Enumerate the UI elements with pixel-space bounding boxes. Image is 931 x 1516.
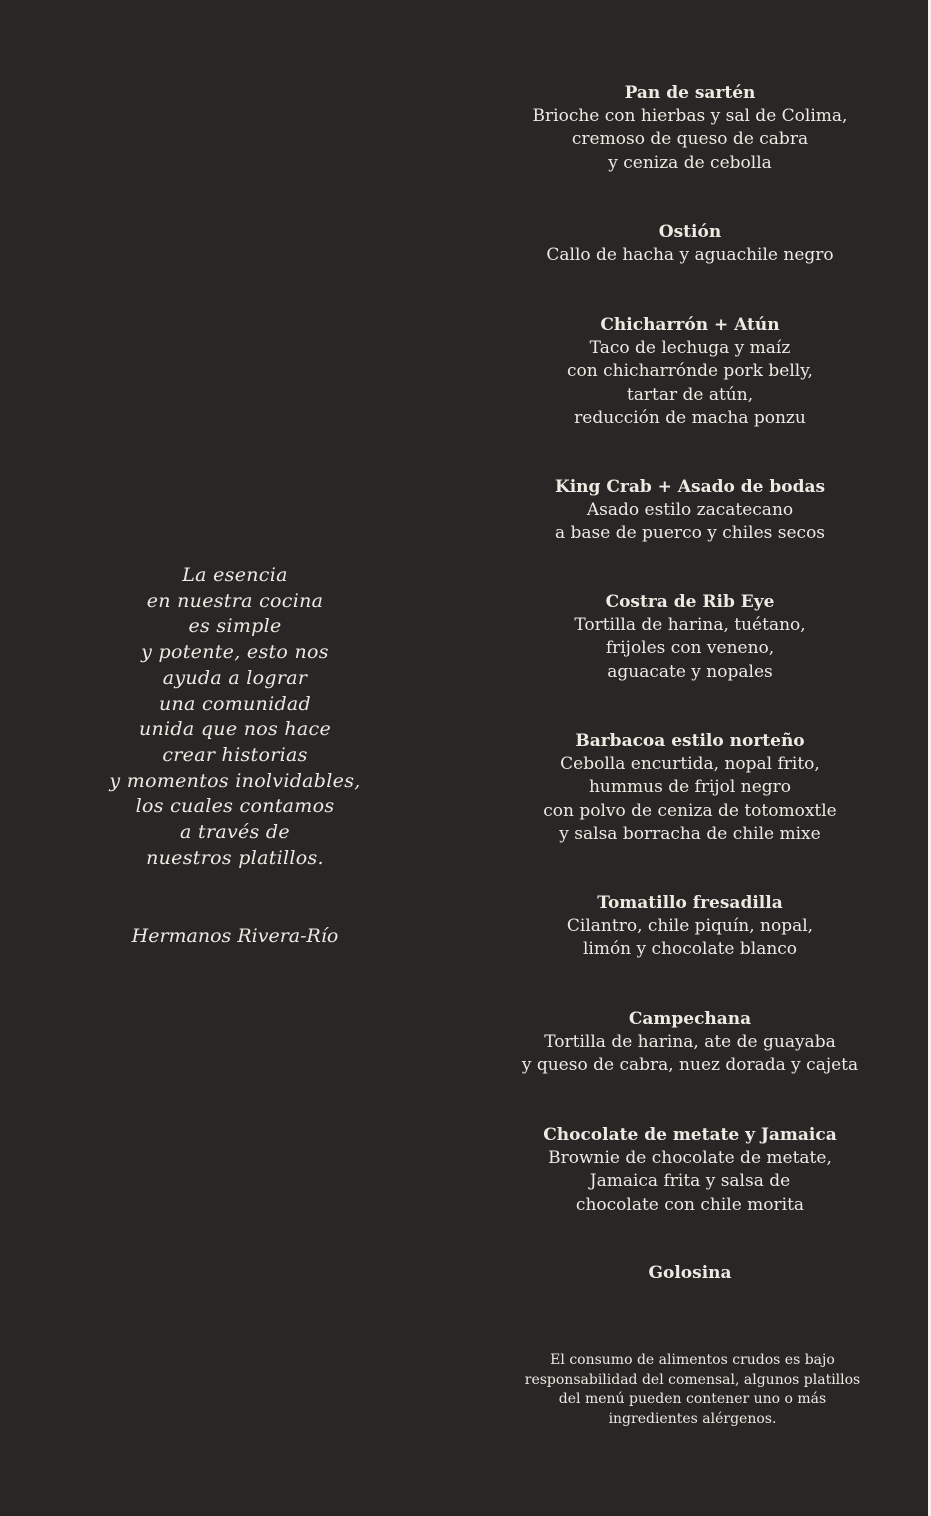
course-description: cremoso de queso de cabra [571, 129, 809, 150]
allergen-disclaimer [510, 1351, 875, 1429]
course-title: King Crab + Asado de bodas [554, 477, 826, 497]
course-barbacoa [510, 730, 870, 846]
course-description: Callo de hacha y aguachile negro [546, 245, 834, 266]
course-description: Brownie de chocolate de metate, [548, 1148, 832, 1169]
quote-line: nuestros platillos. [146, 846, 324, 869]
course-description: Asado estilo zacatecano [586, 500, 794, 521]
course-ostion [510, 221, 870, 267]
course-description: con polvo de ceniza de totomoxtle [543, 800, 837, 821]
disclaimer-line: ingredientes alérgenos. [608, 1410, 777, 1427]
course-title: Tomatillo fresadilla [597, 893, 783, 913]
course-pan-de-sarten [510, 82, 870, 175]
course-description: Tortilla de harina, ate de guayaba [544, 1032, 836, 1053]
quote-signature: Hermanos Rivera-Río [131, 925, 339, 947]
course-title: Golosina [648, 1263, 732, 1283]
course-description: y ceniza de cebolla [608, 152, 772, 173]
philosophy-quote [95, 563, 375, 871]
tasting-menu [510, 0, 870, 1516]
quote-line: unida que nos hace [138, 718, 332, 741]
course-description: Brioche con hierbas y sal de Colima, [532, 106, 848, 127]
course-description: a base de puerco y chiles secos [554, 523, 826, 544]
course-title: Ostión [658, 222, 722, 242]
course-description: hummus de frijol negro [588, 777, 792, 798]
quote-line: y momentos inolvidables, [109, 769, 361, 792]
course-description: tartar de atún, [626, 384, 754, 405]
course-description: Jamaica frita y salsa de [589, 1171, 791, 1192]
course-title: Costra de Rib Eye [605, 592, 775, 612]
quote-line: en nuestra cocina [146, 589, 324, 612]
course-description: frijoles con veneno, [605, 638, 775, 659]
quote-line: crear historias [162, 743, 308, 766]
course-king-crab-asado [510, 476, 870, 546]
course-golosina [510, 1262, 870, 1285]
course-description: Taco de lechuga y maíz [589, 338, 791, 359]
course-tomatillo-fresadilla [510, 892, 870, 962]
disclaimer-line: responsabilidad del comensal, algunos platillos [524, 1371, 861, 1388]
course-campechana [510, 1008, 870, 1078]
course-description: y queso de cabra, nuez dorada y cajeta [521, 1055, 859, 1076]
course-title: Barbacoa estilo norteño [575, 731, 805, 751]
course-description: Cilantro, chile piquín, nopal, [566, 916, 814, 937]
course-description: Tortilla de harina, tuétano, [574, 615, 806, 636]
course-description: reducción de macha ponzu [574, 407, 806, 428]
quote-line: a través de [180, 821, 290, 844]
quote-line: y potente, esto nos [141, 641, 329, 664]
course-description: chocolate con chile morita [575, 1194, 805, 1215]
course-description: aguacate y nopales [607, 661, 773, 682]
course-description: limón y chocolate blanco [582, 939, 798, 960]
quote-line: La esencia [182, 564, 288, 586]
course-description: con chicharrónde pork belly, [567, 361, 813, 382]
quote-line: una comunidad [158, 692, 312, 715]
course-title: Chicharrón + Atún [600, 315, 780, 335]
quote-line: los cuales contamos [135, 795, 335, 818]
course-title: Pan de sartén [624, 83, 756, 103]
disclaimer-line: del menú pueden contener uno o más [558, 1391, 827, 1407]
course-chocolate-metate [510, 1124, 870, 1217]
course-title: Campechana [628, 1009, 752, 1029]
course-chicharron-atun [510, 314, 870, 430]
course-title: Chocolate de metate y Jamaica [543, 1125, 837, 1145]
course-description: Cebolla encurtida, nopal frito, [560, 754, 820, 775]
course-description: y salsa borracha de chile mixe [559, 823, 821, 844]
course-costra-rib-eye [510, 591, 870, 684]
quote-line: es simple [188, 615, 282, 638]
disclaimer-line: El consumo de alimentos crudos es bajo [550, 1352, 835, 1368]
quote-line: ayuda a lograr [162, 666, 308, 689]
